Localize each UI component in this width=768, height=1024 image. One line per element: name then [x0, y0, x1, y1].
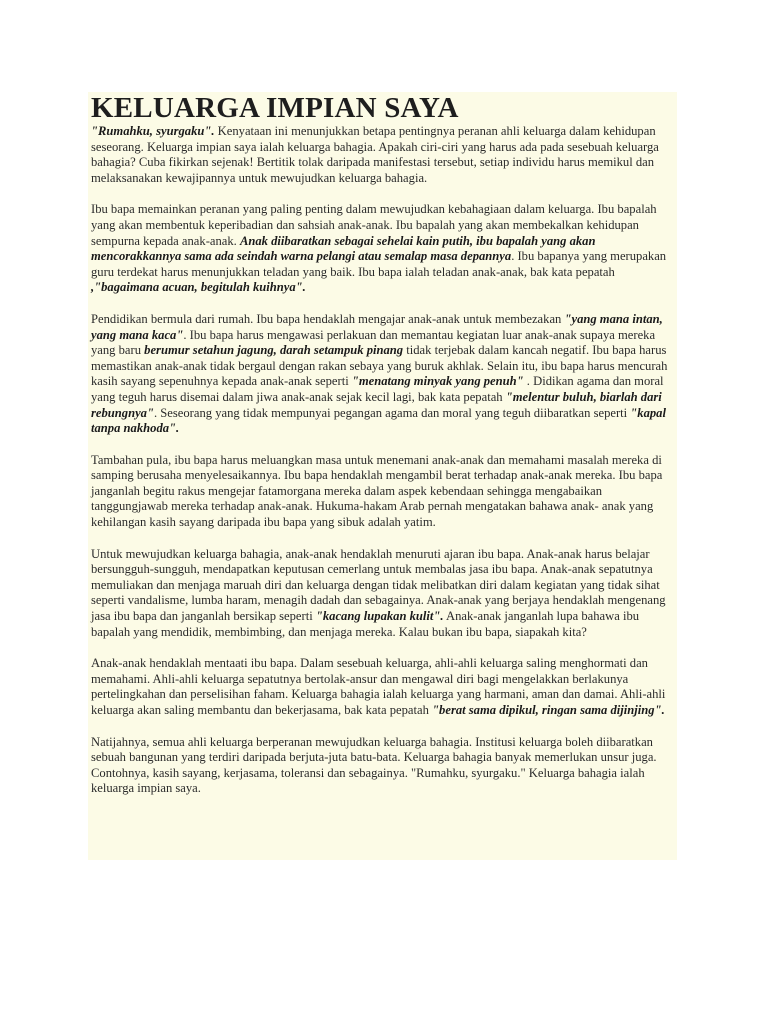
emphasis-text: "yang mana intan, yang mana kaca"	[91, 311, 663, 342]
emphasis-text: Anak diibaratkan sebagai sehelai kain putih, ibu bapalah yang akan mencorakkannya sama ada seindah warna pelangi atau semalap masa depannya	[91, 233, 596, 264]
body-text: Untuk mewujudkan keluarga bahagia, anak-anak hendaklah menuruti ajaran ibu bapa. Anak-anak harus belajar bersungguh-sungguh, mendapatkan keputusan cemerlang untuk membalas jasa ibu bapa. Anak-anak sepatutnya memuliakan dan menjaga maruah diri dan keluarga dengan tidak melibatkan diri dalam kegiatan yang tidak sihat seperti vandalisme, lumba haram, menagih dadah dan sebagainya. Anak-anak yang berjaya hendaklah mengenang jasa ibu bapa dan janganlah bersikap seperti	[91, 546, 666, 624]
paragraph-6	[91, 656, 674, 718]
body-text: . Didikan agama dan moral yang teguh harus disemai dalam jiwa anak-anak sejak kecil lagi, bak kata pepatah	[91, 374, 664, 404]
document-body	[91, 124, 674, 797]
paragraph-5	[91, 547, 674, 641]
emphasis-text: ,"bagaimana acuan, begitulah kuihnya".	[91, 280, 306, 295]
paragraph-3	[91, 312, 674, 437]
paragraph-4	[91, 453, 674, 531]
emphasis-text: "Rumahku, syurgaku".	[91, 124, 215, 138]
body-text: Kenyataan ini menunjukkan betapa pentingnya peranan ahli keluarga dalam kehidupan seseorang. Keluarga impian saya ialah keluarga bahagia. Apakah ciri-ciri yang harus ada pada sesebuah keluarga bahagia? Cuba fikirkan sejenak! Bertitik tolak daripada manifestasi tersebut, setiap individu harus memikul dan melaksanakan kewajipannya untuk mewujudkan keluarga bahagia.	[91, 124, 659, 185]
paragraph-2	[91, 202, 674, 296]
body-text: . Ibu bapanya yang merupakan guru terdekat harus menunjukkan teladan yang baik. Ibu bapa ialah teladan anak-anak, bak kata pepatah	[91, 249, 667, 279]
paragraph-7	[91, 735, 674, 797]
document-page	[88, 92, 677, 860]
body-text: Natijahnya, semua ahli keluarga berperanan mewujudkan keluarga bahagia. Institusi keluarga boleh diibaratkan sebuah bangunan yang terdiri daripada berjuta-juta batu-bata. Keluarga bahagia banyak memerlukan unsur juga. Contohnya, kasih sayang, kerjasama, toleransi dan sebagainya. "Rumahku, syurgaku." Keluarga bahagia ialah keluarga impian saya.	[91, 734, 657, 796]
emphasis-text: "berat sama dipikul, ringan sama dijinjing".	[432, 703, 665, 717]
body-text: Pendidikan bermula dari rumah. Ibu bapa hendaklah mengajar anak-anak untuk membezakan	[91, 311, 565, 326]
body-text: Ibu bapa memainkan peranan yang paling penting dalam mewujudkan kebahagiaan dalam keluarga. Ibu bapalah yang akan membentuk keperibadian dan sahsiah anak-anak. Ibu bapalah yang akan membekalkan kehidupan sempurna kepada anak-anak.	[91, 202, 657, 248]
emphasis-text: "melentur buluh, biarlah dari rebungnya"	[91, 389, 662, 420]
body-text: Anak-anak janganlah lupa bahawa ibu bapalah yang mendidik, membimbing, dan menjaga mereka. Kalau bukan ibu bapa, siapakah kita?	[91, 609, 640, 639]
body-text: tidak terjebak dalam kancah negatif. Ibu bapa harus memastikan anak-anak tidak bergaul dengan rakan sebaya yang buruk akhlak. Selain itu, ibu bapa harus mencurah kasih sayang sepenuhnya kepada anak-anak seperti	[91, 343, 668, 389]
emphasis-text: "kacang lupakan kulit".	[315, 609, 444, 624]
emphasis-text: berumur setahun jagung, darah setampuk pinang	[144, 343, 404, 358]
body-text: Tambahan pula, ibu bapa harus meluangkan masa untuk menemani anak-anak dan memahami masalah mereka di samping berusaha menyelesaikannya. Ibu bapa hendaklah mengambil berat terhadap anak-anak mereka. Ibu bapa janganlah begitu rakus mengejar fatamorgana mereka dalam aspek kebendaan sehingga mengabaikan tanggungjawab mereka terhadap anak-anak. Hukuma-hakam Arab pernah mengatakan bahawa anak- anak yang kehilangan kasih sayang daripada ibu bapa yang sibuk adalah yatim.	[91, 452, 663, 530]
emphasis-text: "menatang minyak yang penuh"	[351, 374, 524, 389]
body-text: Anak-anak hendaklah mentaati ibu bapa. Dalam sesebuah keluarga, ahli-ahli keluarga saling menghormati dan memahami. Ahli-ahli keluarga sepatutnya bertolak-ansur dan mengawal diri bagi mengelakkan berlakunya pertelingkahan dan perselisihan faham. Keluarga bahagia ialah keluarga yang harmani, aman dan damai. Ahli-ahli keluarga akan saling membantu dan bekerjasama, bak kata pepatah	[91, 656, 666, 717]
document-title: KELUARGA IMPIAN SAYA	[91, 92, 459, 124]
paragraph-1	[91, 124, 674, 186]
emphasis-text: "kapal tanpa nakhoda".	[91, 405, 666, 436]
body-text: . Seseorang yang tidak mempunyai pegangan agama dan moral yang teguh diibaratkan seperti	[153, 405, 631, 420]
body-text: . Ibu bapa harus mengawasi perlakuan dan memantau kegiatan luar anak-anak supaya mereka yang baru	[91, 327, 656, 358]
